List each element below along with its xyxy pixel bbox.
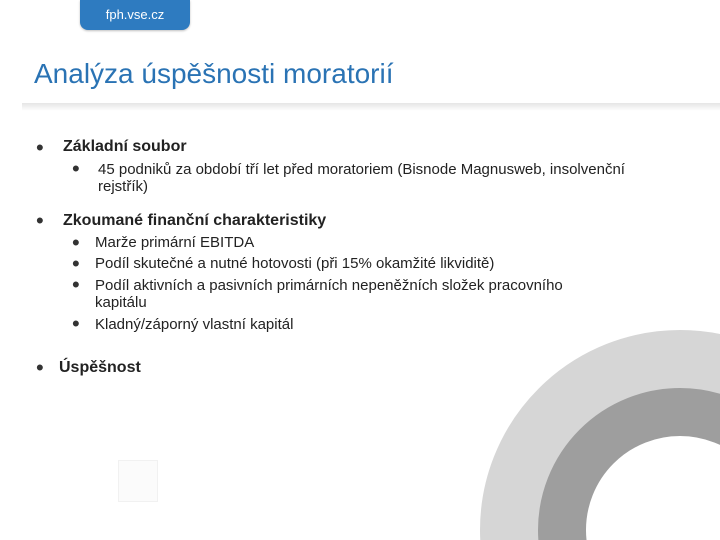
sub-bullet-dot-icon: • — [72, 230, 80, 255]
list-subitem: Podíl aktivních a pasivních primárních nepeněžních složek pracovního kapitálu — [95, 277, 563, 311]
list-subitem: Marže primární EBITDA — [95, 234, 255, 251]
sub-bullet-dot-icon: • — [72, 311, 80, 336]
brand-text: fph.vse.cz — [105, 7, 165, 22]
brand-tab[interactable] — [80, 0, 190, 30]
sub-bullet-dot-icon: • — [72, 272, 80, 297]
slide-title: Analýza úspěšnosti moratorií — [34, 58, 394, 89]
list-subitem: Podíl skutečné a nutné hotovosti (při 15% okamžité likviditě) — [95, 255, 495, 272]
list-subitem: 45 podniků za období tří let před moratoriem (Bisnode Magnusweb, insolvenční rejstřík) — [98, 161, 625, 195]
decorative-arc-graphic — [470, 320, 720, 540]
title-divider — [22, 103, 720, 111]
sub-bullet-dot-icon: • — [72, 156, 80, 181]
bullet-dot-icon: • — [36, 135, 44, 160]
list-subitem: Kladný/záporný vlastní kapitál — [95, 316, 294, 333]
list-item-heading: Úspěšnost — [59, 359, 141, 376]
list-item-heading: Zkoumané finanční charakteristiky — [63, 212, 327, 229]
list-item-heading: Základní soubor — [63, 138, 187, 155]
sub-bullet-dot-icon: • — [72, 251, 80, 276]
faint-placeholder-square — [118, 460, 158, 502]
bullet-dot-icon: • — [36, 208, 44, 233]
bullet-dot-icon: • — [36, 355, 44, 380]
